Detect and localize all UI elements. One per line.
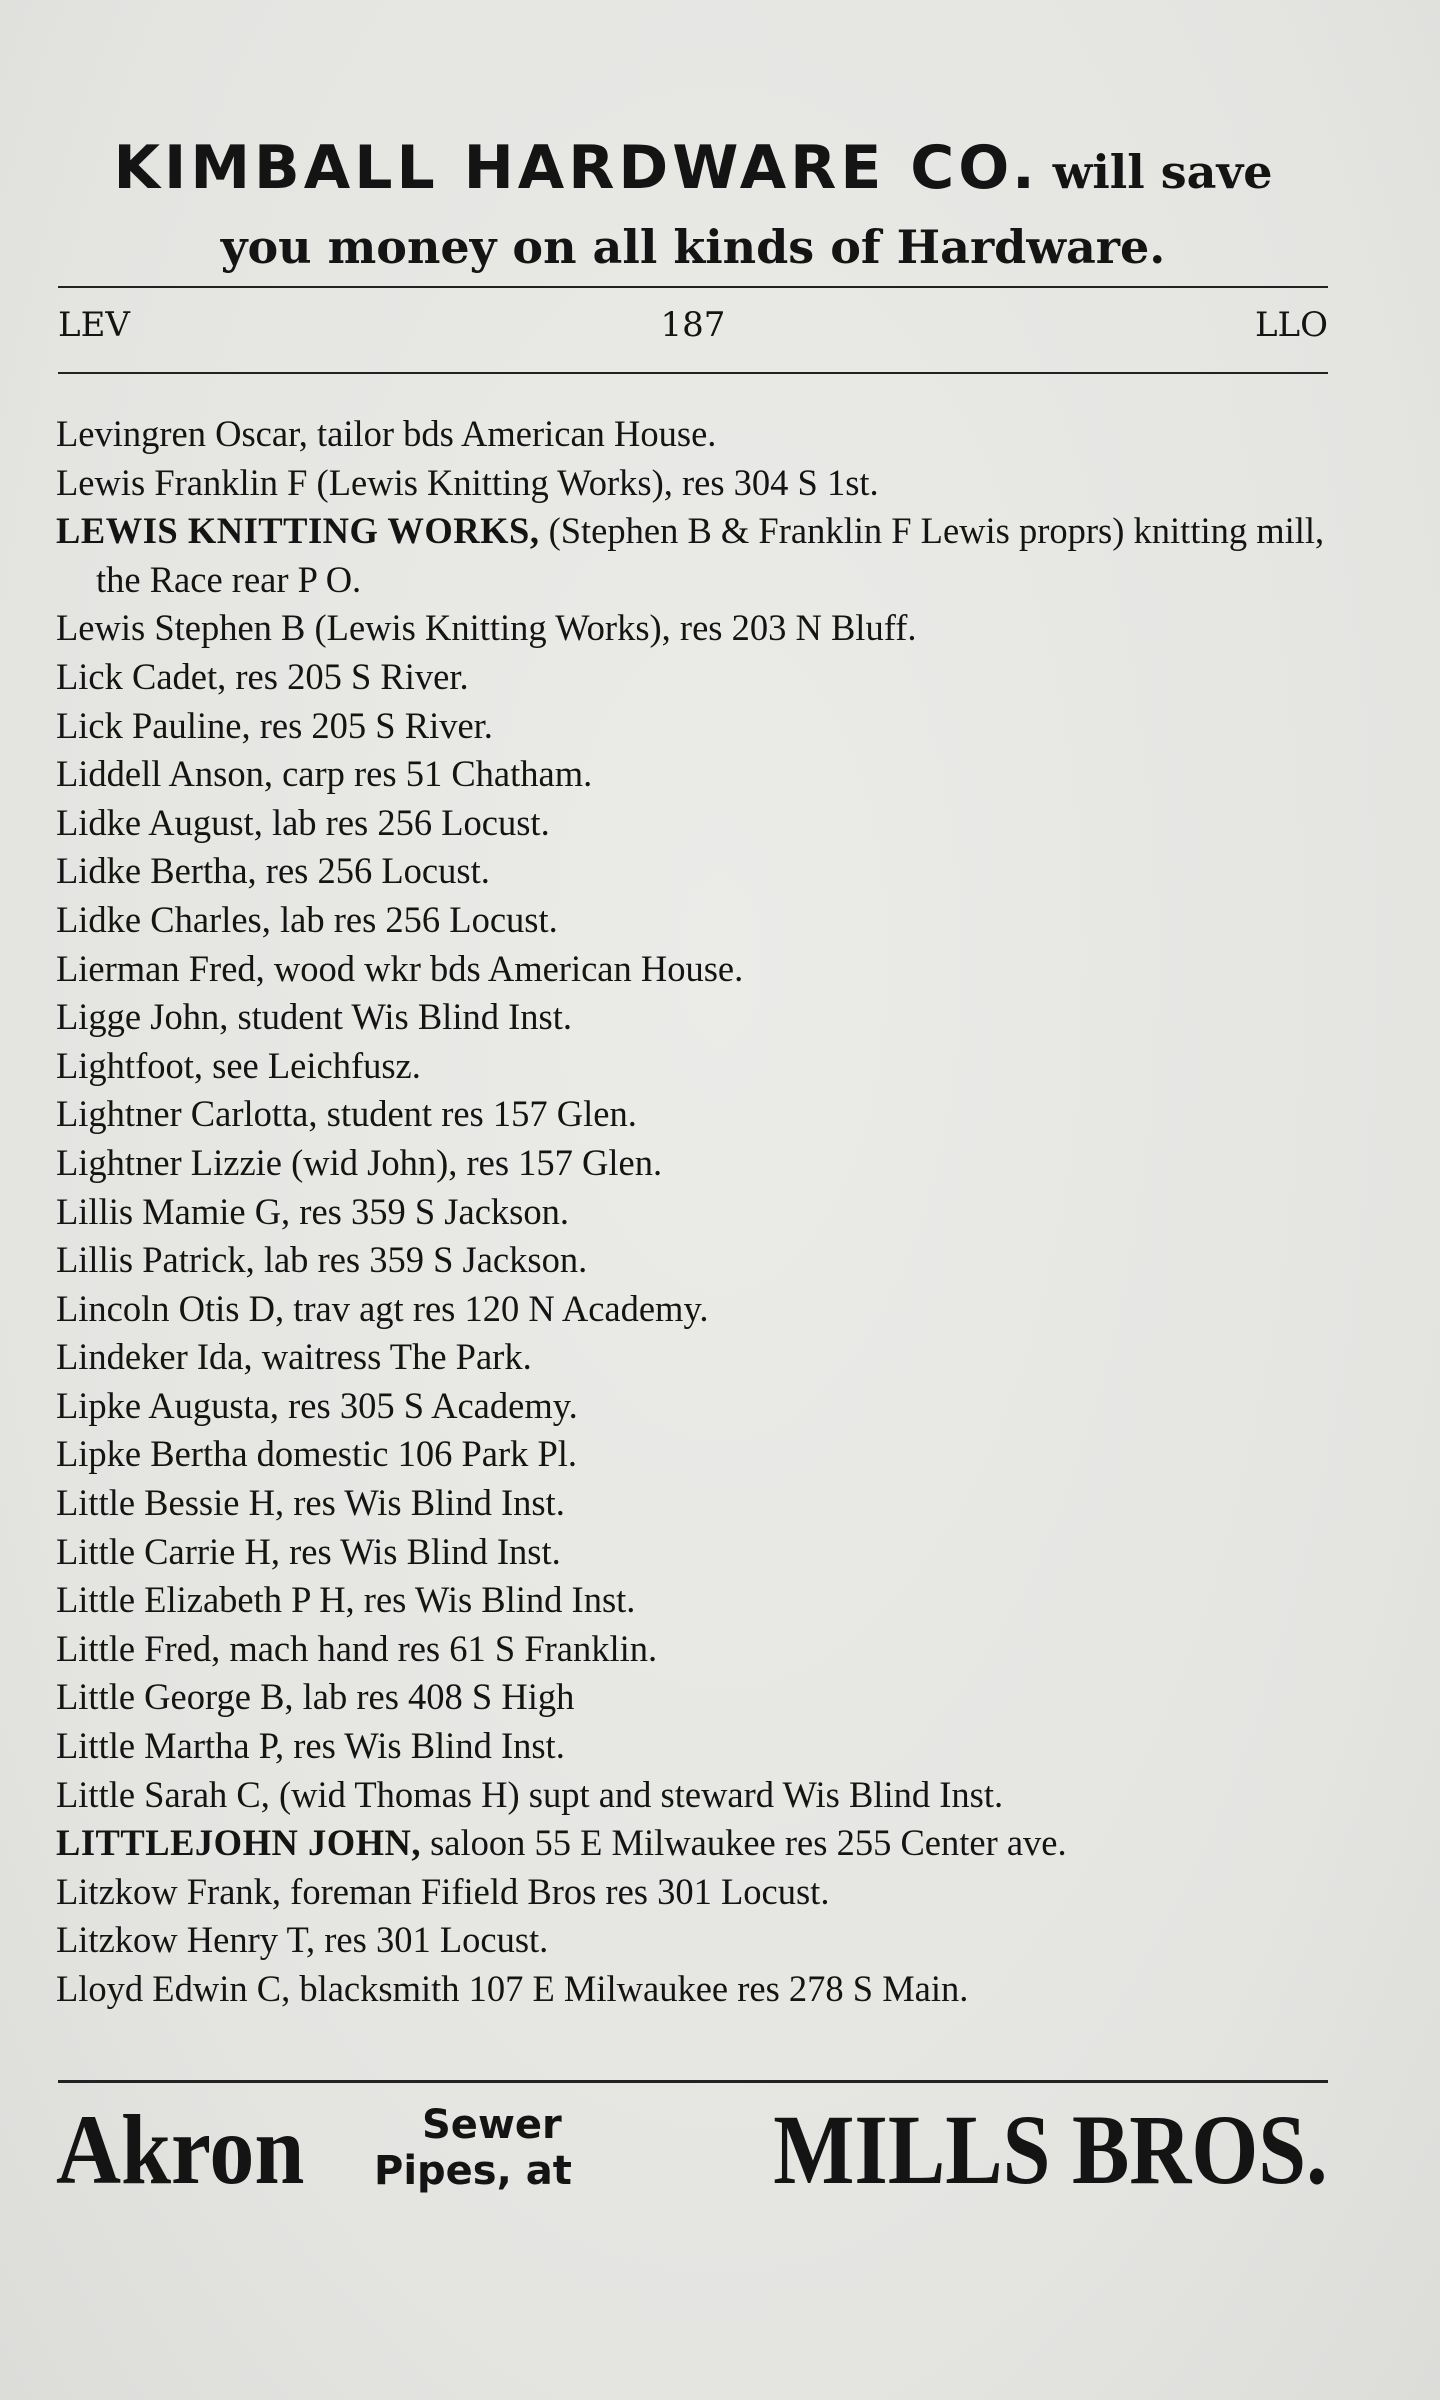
running-head [58,300,1328,350]
header-advertisement [58,128,1328,277]
entry-text: Lindeker Ida, waitress The Park. [56,1336,532,1378]
directory-entry [56,1479,1346,1528]
entry-text: Lidke August, lab res 256 Locust. [56,801,550,843]
directory-entry [56,1430,1346,1479]
entry-text: Litzkow Frank, foreman Fifield Bros res 301 Locust. [56,1870,830,1912]
running-head-left: LEV [58,305,130,345]
directory-entry [56,1576,1346,1625]
entry-text: Liddell Anson, carp res 51 Chatham. [56,753,593,795]
entry-text: Lipke Bertha domestic 106 Park Pl. [56,1433,578,1475]
entry-text: Lidke Bertha, res 256 Locust. [56,850,490,892]
directory-entry [56,1090,1346,1139]
directory-entry [56,1722,1346,1771]
entry-text: Litzkow Henry T, res 301 Locust. [56,1919,549,1961]
directory-entry [56,653,1346,702]
directory-entry [56,1382,1346,1431]
directory-entry [56,1625,1346,1674]
entry-text: Little Carrie H, res Wis Blind Inst. [56,1530,561,1572]
directory-entry [56,945,1346,994]
entry-text: saloon 55 E Milwaukee res 255 Center ave. [420,1822,1067,1864]
entry-text: Ligge John, student Wis Blind Inst. [56,996,572,1038]
footer-advertisement [56,2090,1328,2220]
entry-text: Lightfoot, see Leichfusz. [56,1044,421,1086]
directory-entry [56,507,1346,604]
entry-text: Little Fred, mach hand res 61 S Franklin. [56,1627,658,1669]
header-ad-line-1 [58,128,1328,223]
entry-text: Little Bessie H, res Wis Blind Inst. [56,1482,565,1524]
directory-entry [56,750,1346,799]
entry-bold-name: LEWIS KNITTING WORKS, [56,510,540,552]
directory-entry [56,1868,1346,1917]
directory-entries [56,410,1346,2014]
top-rule [58,286,1328,288]
entry-bold-name: LITTLEJOHN JOHN, [56,1822,421,1864]
entry-text: Levingren Oscar, tailor bds American House. [56,413,717,454]
directory-entry [56,459,1346,508]
entry-text: Little Elizabeth P H, res Wis Blind Inst. [56,1579,636,1621]
entry-text: Lillis Mamie G, res 359 S Jackson. [56,1190,569,1232]
footer-rule [58,2080,1328,2083]
footer-ad-sewer: Sewer [422,2102,562,2148]
entry-text: (Stephen B & Franklin F Lewis proprs) knitting mill, the Race rear P O. [96,510,1325,600]
entry-text: Little Sarah C, (wid Thomas H) supt and steward Wis Blind Inst. [56,1773,1004,1815]
header-ad-tail: will save [1052,145,1273,199]
header-ad-line-2: you money on all kinds of Hardware. [220,220,1166,274]
entry-text: Little Martha P, res Wis Blind Inst. [56,1725,565,1767]
entry-text: Lightner Lizzie (wid John), res 157 Glen. [56,1141,663,1183]
directory-entry [56,410,1346,459]
entry-text: Lierman Fred, wood wkr bds American House. [56,947,744,989]
directory-entry [56,1188,1346,1237]
directory-entry [56,1333,1346,1382]
entry-text: Lillis Patrick, lab res 359 S Jackson. [56,1239,588,1281]
directory-entry [56,993,1346,1042]
header-ad-company: KIMBALL HARDWARE CO. [113,133,1039,203]
directory-entry [56,1916,1346,1965]
running-head-right: LLO [1254,305,1328,345]
entry-text: Lloyd Edwin C, blacksmith 107 E Milwaukee res 278 S Main. [56,1968,969,2009]
directory-entry [56,1965,1346,2014]
entry-text: Lincoln Otis D, trav agt res 120 N Academy. [56,1287,709,1329]
directory-entry [56,1236,1346,1285]
head-rule [58,372,1328,374]
entry-text: Lewis Franklin F (Lewis Knitting Works), res 304 S 1st. [56,461,879,503]
footer-ad-sewer-pipes [374,2102,572,2194]
entry-text: Lick Cadet, res 205 S River. [56,655,469,697]
entry-text: Lick Pauline, res 205 S River. [56,704,493,746]
page-number: 187 [660,305,726,345]
directory-entry [56,702,1346,751]
entry-text: Lidke Charles, lab res 256 Locust. [56,898,558,940]
directory-entry [56,1528,1346,1577]
footer-ad-akron: Akron [56,2094,305,2205]
entry-text: Little George B, lab res 408 S High [56,1676,575,1718]
directory-entry [56,1139,1346,1188]
directory-entry [56,1673,1346,1722]
directory-entry [56,799,1346,848]
footer-ad-mills-bros: MILLS BROS. [773,2094,1328,2205]
directory-entry [56,1771,1346,1820]
entry-text: Lightner Carlotta, student res 157 Glen. [56,1093,637,1135]
directory-entry [56,1819,1346,1868]
directory-entry [56,847,1346,896]
footer-ad-pipes-at: Pipes, at [374,2148,572,2194]
entry-text: Lipke Augusta, res 305 S Academy. [56,1384,578,1426]
directory-entry [56,1042,1346,1091]
directory-entry [56,604,1346,653]
directory-entry [56,1285,1346,1334]
entry-text: Lewis Stephen B (Lewis Knitting Works), res 203 N Bluff. [56,607,917,649]
directory-entry [56,896,1346,945]
